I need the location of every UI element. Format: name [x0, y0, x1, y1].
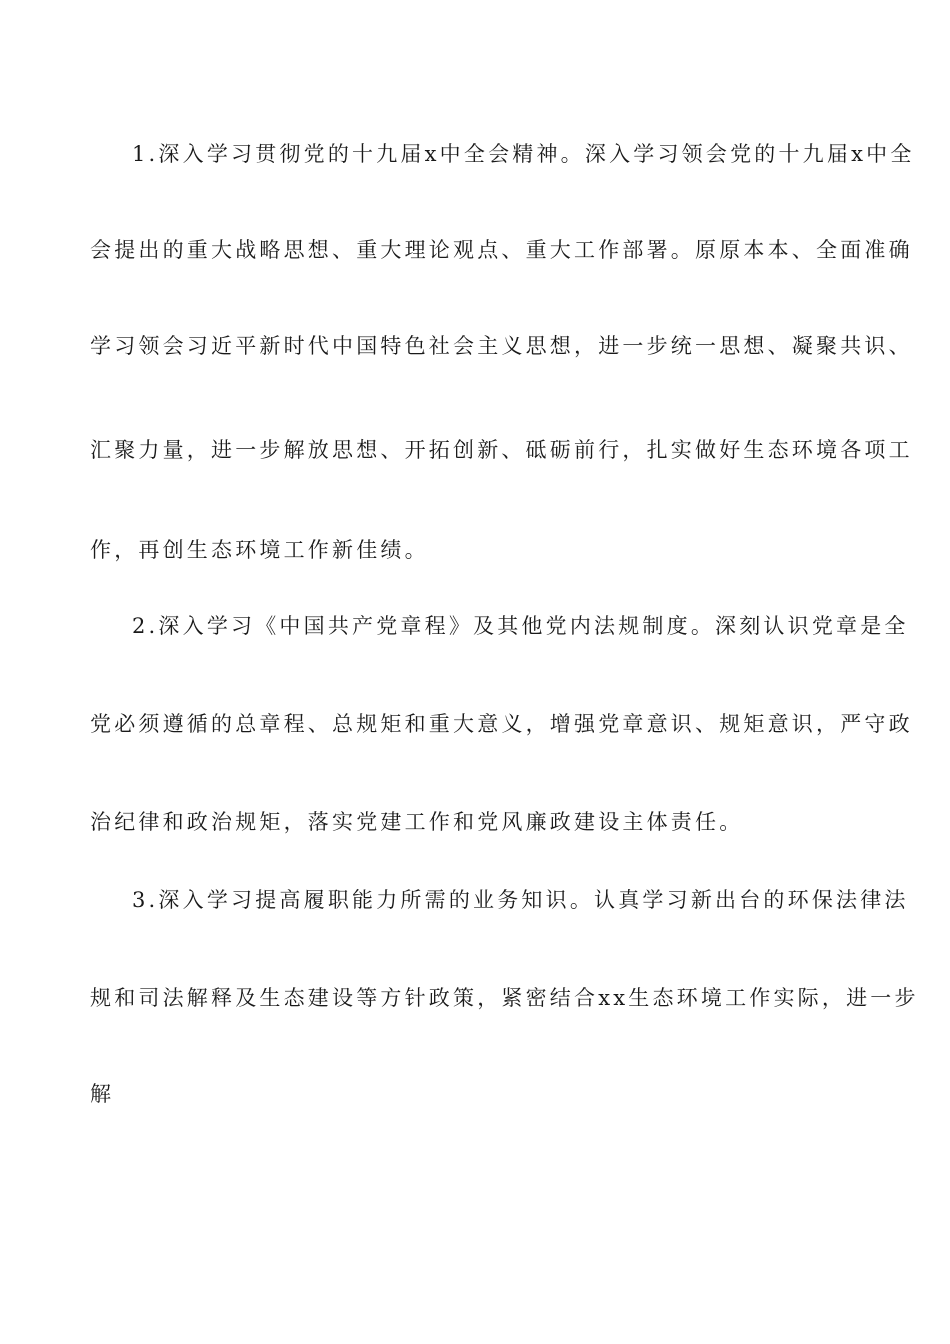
paragraph-1-line-2: 会提出的重大战略思想、重大理论观点、重大工作部署。原原本本、全面准确 — [90, 238, 913, 262]
paragraph-2-line-2: 党必须遵循的总章程、总规矩和重大意义，增强党章意识、规矩意识，严守政 — [90, 712, 913, 736]
paragraph-3-line-3: 解 — [90, 1082, 115, 1106]
paragraph-3-line-2: 规和司法解释及生态建设等方针政策，紧密结合xx生态环境工作实际，进一步 — [90, 986, 919, 1010]
paragraph-2-line-3: 治纪律和政治规矩，落实党建工作和党风廉政建设主体责任。 — [90, 810, 744, 834]
paragraph-1-line-3: 学习领会习近平新时代中国特色社会主义思想，进一步统一思想、凝聚共识、 — [90, 334, 913, 358]
paragraph-1-line-4: 汇聚力量，进一步解放思想、开拓创新、砥砺前行，扎实做好生态环境各项工 — [90, 438, 913, 462]
paragraph-3-line-1: 3.深入学习提高履职能力所需的业务知识。认真学习新出台的环保法律法 — [132, 888, 909, 912]
paragraph-1-line-5: 作，再创生态环境工作新佳绩。 — [90, 538, 429, 562]
paragraph-2-line-1: 2.深入学习《中国共产党章程》及其他党内法规制度。深刻认识党章是全 — [132, 614, 909, 638]
paragraph-1-line-1: 1.深入学习贯彻党的十九届x中全会精神。深入学习领会党的十九届x中全 — [132, 142, 915, 166]
